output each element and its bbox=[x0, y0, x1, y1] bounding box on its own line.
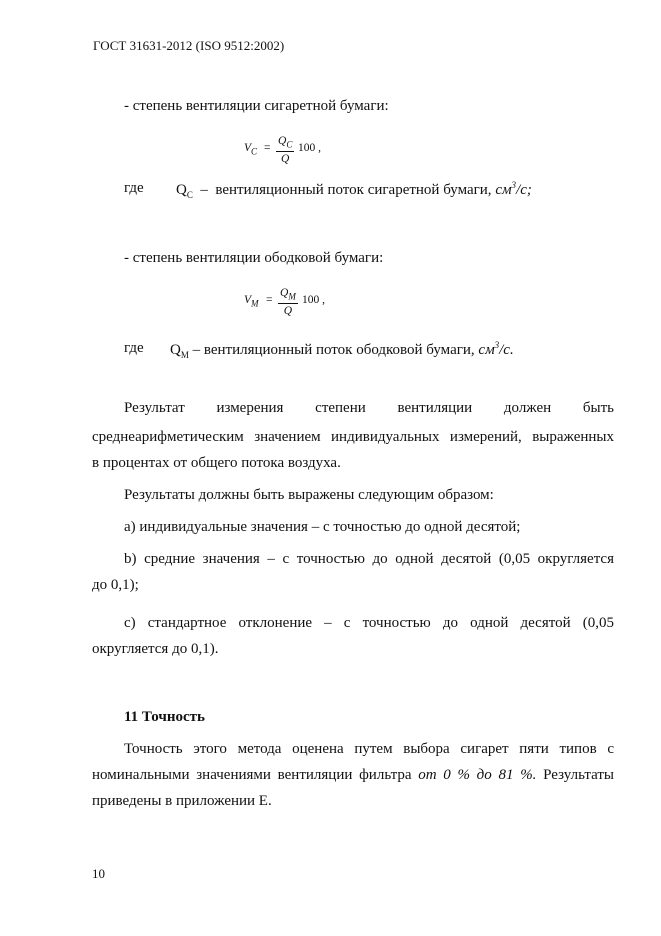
tipping-where-definition: $Q_M$ – вентиляционный поток ободковой бумаги, $см^3/с$. bbox=[170, 340, 514, 360]
results-item-a: а) индивидуальные значения – с точностью до одной десятой; bbox=[124, 519, 521, 535]
paper-where-label: где bbox=[124, 180, 144, 196]
results-item-c-line1: с) стандартное отклонение – с точностью до одной десятой (0,05 bbox=[124, 615, 614, 631]
tipping-where-label: где bbox=[124, 340, 144, 356]
result-paragraph: среднеарифметическим значением индивидуальных измерений, выраженных в процентах от общего потока воздуха. bbox=[92, 429, 614, 471]
section11-line2: номинальными значениями вентиляции фильтра от 0 % до 81 %. Результаты bbox=[92, 767, 614, 783]
results-item-c-line2: округляется до 0,1). bbox=[92, 641, 219, 657]
results-format-intro: Результаты должны быть выражены следующим образом: bbox=[124, 487, 494, 503]
tipping-ventilation-formula: $V_M$ = $\frac{Q_M}{Q}$ 100 , bbox=[244, 287, 325, 318]
results-item-b-line1: b) средние значения – с точностью до одной десятой (0,05 округляется bbox=[124, 551, 614, 567]
paper-where-definition: $Q_C$ – вентиляционный поток сигаретной бумаги, $см^3/с$; bbox=[176, 180, 532, 200]
section11-line1: Точность этого метода оценена путем выбора сигарет пяти типов с bbox=[124, 741, 614, 757]
paper-ventilation-intro: - степень вентиляции сигаретной бумаги: bbox=[124, 98, 389, 114]
results-item-b-line2: до 0,1); bbox=[92, 577, 139, 593]
document-header: ГОСТ 31631-2012 (ISO 9512:2002) bbox=[93, 38, 285, 53]
page-number: 10 bbox=[92, 866, 105, 881]
result-paragraph-line1: Результат измерения степени вентиляции должен быть bbox=[124, 400, 614, 416]
section-heading: 11 Точность bbox=[124, 709, 205, 725]
paper-ventilation-formula: $V_C$ = $\frac{Q_C}{Q}$ 100 , bbox=[244, 135, 321, 166]
tipping-ventilation-intro: - степень вентиляции ободковой бумаги: bbox=[124, 250, 384, 266]
section11-line3: приведены в приложении Е. bbox=[92, 793, 272, 809]
